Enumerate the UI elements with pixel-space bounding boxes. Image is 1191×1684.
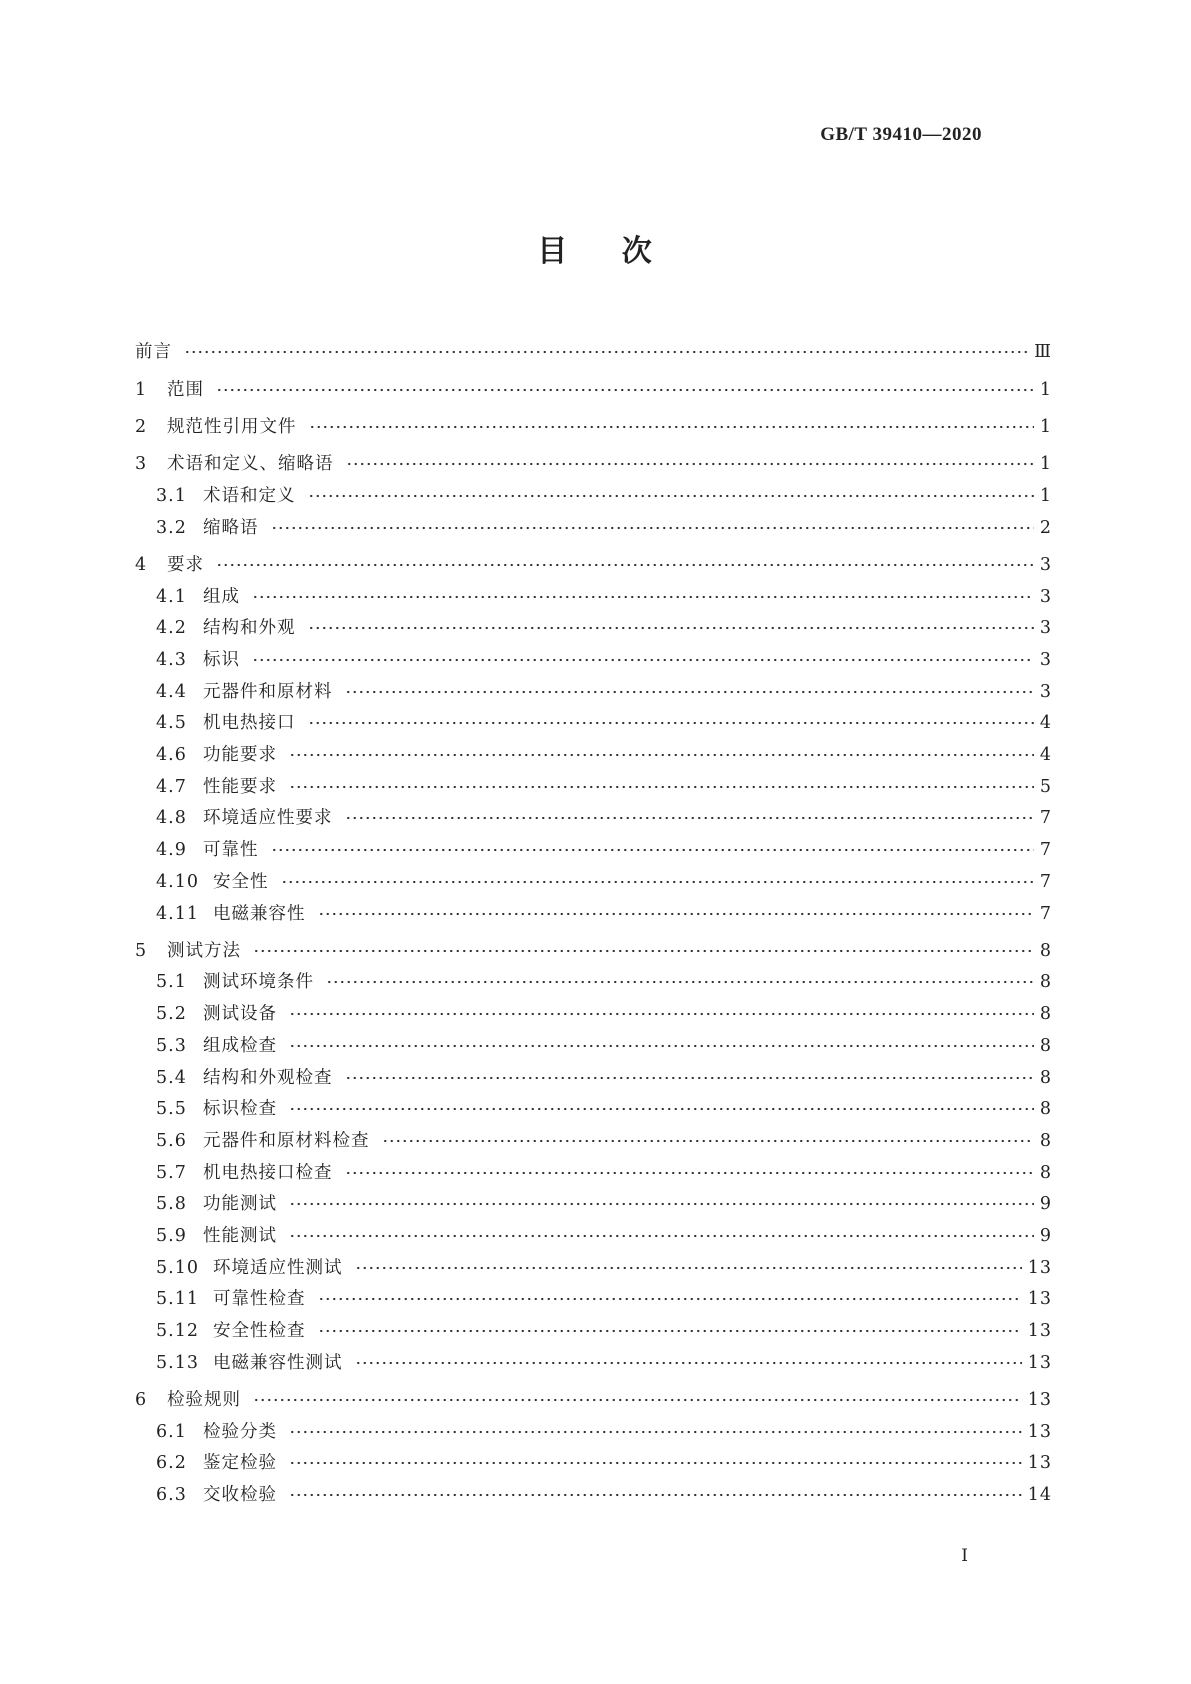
toc-entry-title: 检验规则 <box>167 1390 241 1410</box>
dot-leader <box>326 980 1034 984</box>
toc-entry-page: 1 <box>1039 485 1052 506</box>
toc-entry-number: 5.5 <box>156 1099 187 1120</box>
toc-entry[interactable] <box>135 512 1052 544</box>
toc-entry-title: 标识检查 <box>203 1099 277 1120</box>
toc-entry-number: 5.4 <box>156 1067 187 1088</box>
toc-entry[interactable] <box>135 549 1052 581</box>
dot-leader <box>308 494 1034 498</box>
toc-entry-number: 1 <box>135 379 148 400</box>
toc-entry-page: 5 <box>1039 776 1052 797</box>
toc-entry-page: 1 <box>1039 417 1052 437</box>
toc-entry-title: 安全性 <box>213 871 269 892</box>
toc-entry[interactable] <box>135 739 1052 771</box>
toc-entry-page: 1 <box>1039 379 1052 400</box>
toc-entry-title: 检验分类 <box>203 1421 277 1442</box>
toc-entry-title: 电磁兼容性 <box>213 903 306 924</box>
dot-leader <box>253 949 1034 953</box>
toc-entry-number: 5 <box>135 940 148 961</box>
dot-leader <box>271 526 1034 530</box>
toc-entry-title: 结构和外观 <box>203 618 296 639</box>
toc-entry-title: 电磁兼容性测试 <box>213 1352 343 1373</box>
standard-code: GB/T 39410—2020 <box>820 124 982 145</box>
toc-entry[interactable] <box>135 448 1052 480</box>
toc-entry[interactable] <box>135 1125 1052 1157</box>
toc-entry-page: 13 <box>1027 1257 1052 1278</box>
dot-leader <box>318 1297 1022 1301</box>
toc-entry-title: 交收检验 <box>203 1485 277 1506</box>
toc-entry-number: 5.1 <box>156 972 187 993</box>
table-of-contents <box>135 331 1052 1511</box>
dot-leader <box>289 1044 1034 1048</box>
page-title: 目 次 <box>537 234 654 269</box>
toc-entry-number: 4.7 <box>156 776 187 797</box>
toc-entry-number: 5.11 <box>156 1289 199 1310</box>
toc-entry-title: 结构和外观检查 <box>203 1067 333 1088</box>
toc-entry-page: 7 <box>1039 903 1052 924</box>
toc-entry-page: 8 <box>1039 1162 1052 1183</box>
toc-entry-number: 5.3 <box>156 1035 187 1056</box>
toc-entry-title: 可靠性 <box>203 840 259 861</box>
toc-entry-number: 6.1 <box>156 1421 187 1442</box>
toc-entry-page: 13 <box>1027 1390 1052 1410</box>
toc-entry[interactable] <box>135 1093 1052 1125</box>
toc-entry-page: 8 <box>1039 1067 1052 1088</box>
toc-entry-number: 5.12 <box>156 1321 199 1342</box>
toc-entry-page: 8 <box>1039 1130 1052 1151</box>
toc-entry-page: 8 <box>1039 940 1052 961</box>
toc-entry-page: 7 <box>1039 808 1052 829</box>
toc-entry-number: 4.8 <box>156 808 187 829</box>
dot-leader <box>289 1202 1034 1206</box>
toc-entry-number: 5.2 <box>156 1004 187 1025</box>
toc-entry-title: 组成 <box>203 586 240 607</box>
dot-leader <box>289 753 1034 757</box>
dot-leader <box>318 1329 1022 1333</box>
toc-entry-number: 4.1 <box>156 586 187 607</box>
toc-entry[interactable] <box>135 644 1052 676</box>
dot-leader <box>289 1430 1022 1434</box>
dot-leader <box>252 658 1034 662</box>
toc-entry-number: 5.9 <box>156 1225 187 1246</box>
toc-entry-number: 4.5 <box>156 713 187 734</box>
toc-entry[interactable] <box>135 866 1052 898</box>
dot-leader <box>345 816 1034 820</box>
toc-entry-title: 标识 <box>203 650 240 670</box>
toc-entry[interactable] <box>135 1030 1052 1062</box>
toc-entry[interactable] <box>135 411 1052 443</box>
toc-entry-number: 5.13 <box>156 1352 199 1373</box>
toc-entry-page: 13 <box>1027 1453 1052 1474</box>
toc-entry[interactable] <box>135 967 1052 999</box>
dot-leader <box>289 1234 1034 1238</box>
dot-leader <box>253 1398 1022 1402</box>
toc-entry-number: 3.1 <box>156 485 187 506</box>
toc-entry[interactable] <box>135 1252 1052 1284</box>
toc-entry-title: 安全性检查 <box>213 1321 306 1342</box>
toc-entry[interactable] <box>135 337 1052 369</box>
dot-leader <box>308 626 1034 630</box>
dot-leader <box>289 1493 1022 1497</box>
toc-entry-title: 要求 <box>167 554 204 575</box>
dot-leader <box>346 462 1034 466</box>
toc-entry-page: 3 <box>1039 618 1052 639</box>
dot-leader <box>345 1076 1034 1080</box>
toc-entry-title: 可靠性检查 <box>213 1289 306 1310</box>
dot-leader <box>252 595 1034 599</box>
toc-entry-number: 4.2 <box>156 618 187 639</box>
toc-entry-page: 9 <box>1039 1194 1052 1215</box>
toc-entry-page: 8 <box>1039 1099 1052 1120</box>
dot-leader <box>281 880 1034 884</box>
toc-entry-page: 2 <box>1039 517 1052 538</box>
toc-entry[interactable] <box>135 998 1052 1030</box>
toc-entry-title: 机电热接口 <box>203 713 296 734</box>
toc-entry-page: 8 <box>1039 1004 1052 1025</box>
dot-leader <box>289 1107 1034 1111</box>
toc-entry-page: 9 <box>1039 1225 1052 1246</box>
toc-entry-number: 5.8 <box>156 1194 187 1215</box>
toc-entry-title: 元器件和原材料 <box>203 681 333 702</box>
toc-entry[interactable] <box>135 1416 1052 1448</box>
toc-entry-title: 鉴定检验 <box>203 1453 277 1474</box>
dot-leader <box>345 1171 1034 1175</box>
dot-leader <box>355 1266 1022 1270</box>
toc-entry-title: 范围 <box>167 379 204 400</box>
toc-entry[interactable] <box>135 1347 1052 1379</box>
toc-entry-title: 组成检查 <box>203 1035 277 1056</box>
dot-leader <box>382 1139 1034 1143</box>
toc-entry-title: 测试设备 <box>203 1004 277 1025</box>
toc-entry-number: 3 <box>135 454 148 475</box>
toc-entry-page: 1 <box>1039 454 1052 475</box>
toc-entry[interactable] <box>135 374 1052 406</box>
toc-entry-page: 3 <box>1039 681 1052 702</box>
toc-entry[interactable] <box>135 1384 1052 1416</box>
toc-entry-page: 13 <box>1027 1352 1052 1373</box>
toc-entry[interactable] <box>135 676 1052 708</box>
toc-entry-title: 缩略语 <box>203 517 259 538</box>
toc-entry-title: 机电热接口检查 <box>203 1162 333 1183</box>
toc-entry-page: 3 <box>1039 586 1052 607</box>
toc-entry-number: 4.10 <box>156 871 199 892</box>
toc-entry[interactable] <box>135 771 1052 803</box>
toc-entry-title: 测试方法 <box>167 940 241 961</box>
toc-entry-title: 性能测试 <box>203 1225 277 1246</box>
dot-leader <box>355 1361 1022 1365</box>
toc-entry-page: 13 <box>1027 1421 1052 1442</box>
dot-leader <box>271 848 1034 852</box>
toc-entry-title: 元器件和原材料检查 <box>203 1130 370 1151</box>
toc-entry[interactable] <box>135 834 1052 866</box>
dot-leader <box>184 350 1028 354</box>
dot-leader <box>216 563 1034 567</box>
toc-entry-page: 13 <box>1027 1321 1052 1342</box>
toc-entry-number: 4.11 <box>156 903 199 924</box>
toc-entry-page: 4 <box>1039 713 1052 734</box>
toc-entry-number: 6.2 <box>156 1453 187 1474</box>
dot-leader <box>289 1461 1022 1465</box>
toc-entry-number: 6 <box>135 1390 148 1410</box>
toc-entry-number: 4.4 <box>156 681 187 702</box>
toc-entry[interactable] <box>135 581 1052 613</box>
toc-entry[interactable] <box>135 1479 1052 1511</box>
toc-entry[interactable] <box>135 1220 1052 1252</box>
toc-entry-number: 2 <box>135 417 148 437</box>
toc-entry-number: 4 <box>135 554 148 575</box>
dot-leader <box>318 912 1034 916</box>
toc-entry[interactable] <box>135 1062 1052 1094</box>
toc-entry-page: Ⅲ <box>1034 342 1052 363</box>
page-number: I <box>961 1546 968 1566</box>
toc-entry[interactable] <box>135 1315 1052 1347</box>
toc-entry[interactable] <box>135 1448 1052 1480</box>
toc-entry-title: 性能要求 <box>203 776 277 797</box>
toc-entry[interactable] <box>135 1188 1052 1220</box>
toc-entry-number: 5.10 <box>156 1257 199 1278</box>
toc-entry-number: 5.6 <box>156 1130 187 1151</box>
toc-entry-number: 4.6 <box>156 745 187 766</box>
toc-entry-title: 术语和定义 <box>203 485 296 506</box>
toc-entry-page: 7 <box>1039 840 1052 861</box>
toc-entry-title: 前言 <box>135 342 172 363</box>
toc-entry[interactable] <box>135 612 1052 644</box>
dot-leader <box>345 690 1034 694</box>
toc-entry[interactable] <box>135 1284 1052 1316</box>
toc-entry-page: 13 <box>1027 1289 1052 1310</box>
toc-entry-page: 8 <box>1039 1035 1052 1056</box>
toc-entry-title: 环境适应性测试 <box>213 1257 343 1278</box>
toc-entry-page: 4 <box>1039 745 1052 766</box>
toc-entry-title: 术语和定义、缩略语 <box>167 454 334 475</box>
toc-entry-page: 14 <box>1027 1485 1052 1506</box>
toc-entry-number: 5.7 <box>156 1162 187 1183</box>
toc-entry[interactable] <box>135 898 1052 930</box>
toc-entry-title: 功能测试 <box>203 1194 277 1215</box>
toc-entry-number: 4.9 <box>156 840 187 861</box>
toc-entry-page: 8 <box>1039 972 1052 993</box>
toc-entry-title: 功能要求 <box>203 745 277 766</box>
toc-entry-title: 规范性引用文件 <box>167 417 297 437</box>
toc-entry-page: 3 <box>1039 650 1052 670</box>
toc-entry-number: 3.2 <box>156 517 187 538</box>
toc-entry-page: 3 <box>1039 554 1052 575</box>
toc-entry[interactable] <box>135 1157 1052 1189</box>
toc-entry[interactable] <box>135 708 1052 740</box>
dot-leader <box>216 388 1034 392</box>
toc-entry-number: 6.3 <box>156 1485 187 1506</box>
toc-entry[interactable] <box>135 480 1052 512</box>
dot-leader <box>309 425 1034 429</box>
dot-leader <box>289 1012 1034 1016</box>
dot-leader <box>308 721 1034 725</box>
toc-entry-title: 环境适应性要求 <box>203 808 333 829</box>
dot-leader <box>289 785 1034 789</box>
toc-entry-number: 4.3 <box>156 650 187 670</box>
toc-entry-page: 7 <box>1039 871 1052 892</box>
toc-entry-title: 测试环境条件 <box>203 972 314 993</box>
toc-entry[interactable] <box>135 935 1052 967</box>
toc-entry[interactable] <box>135 803 1052 835</box>
